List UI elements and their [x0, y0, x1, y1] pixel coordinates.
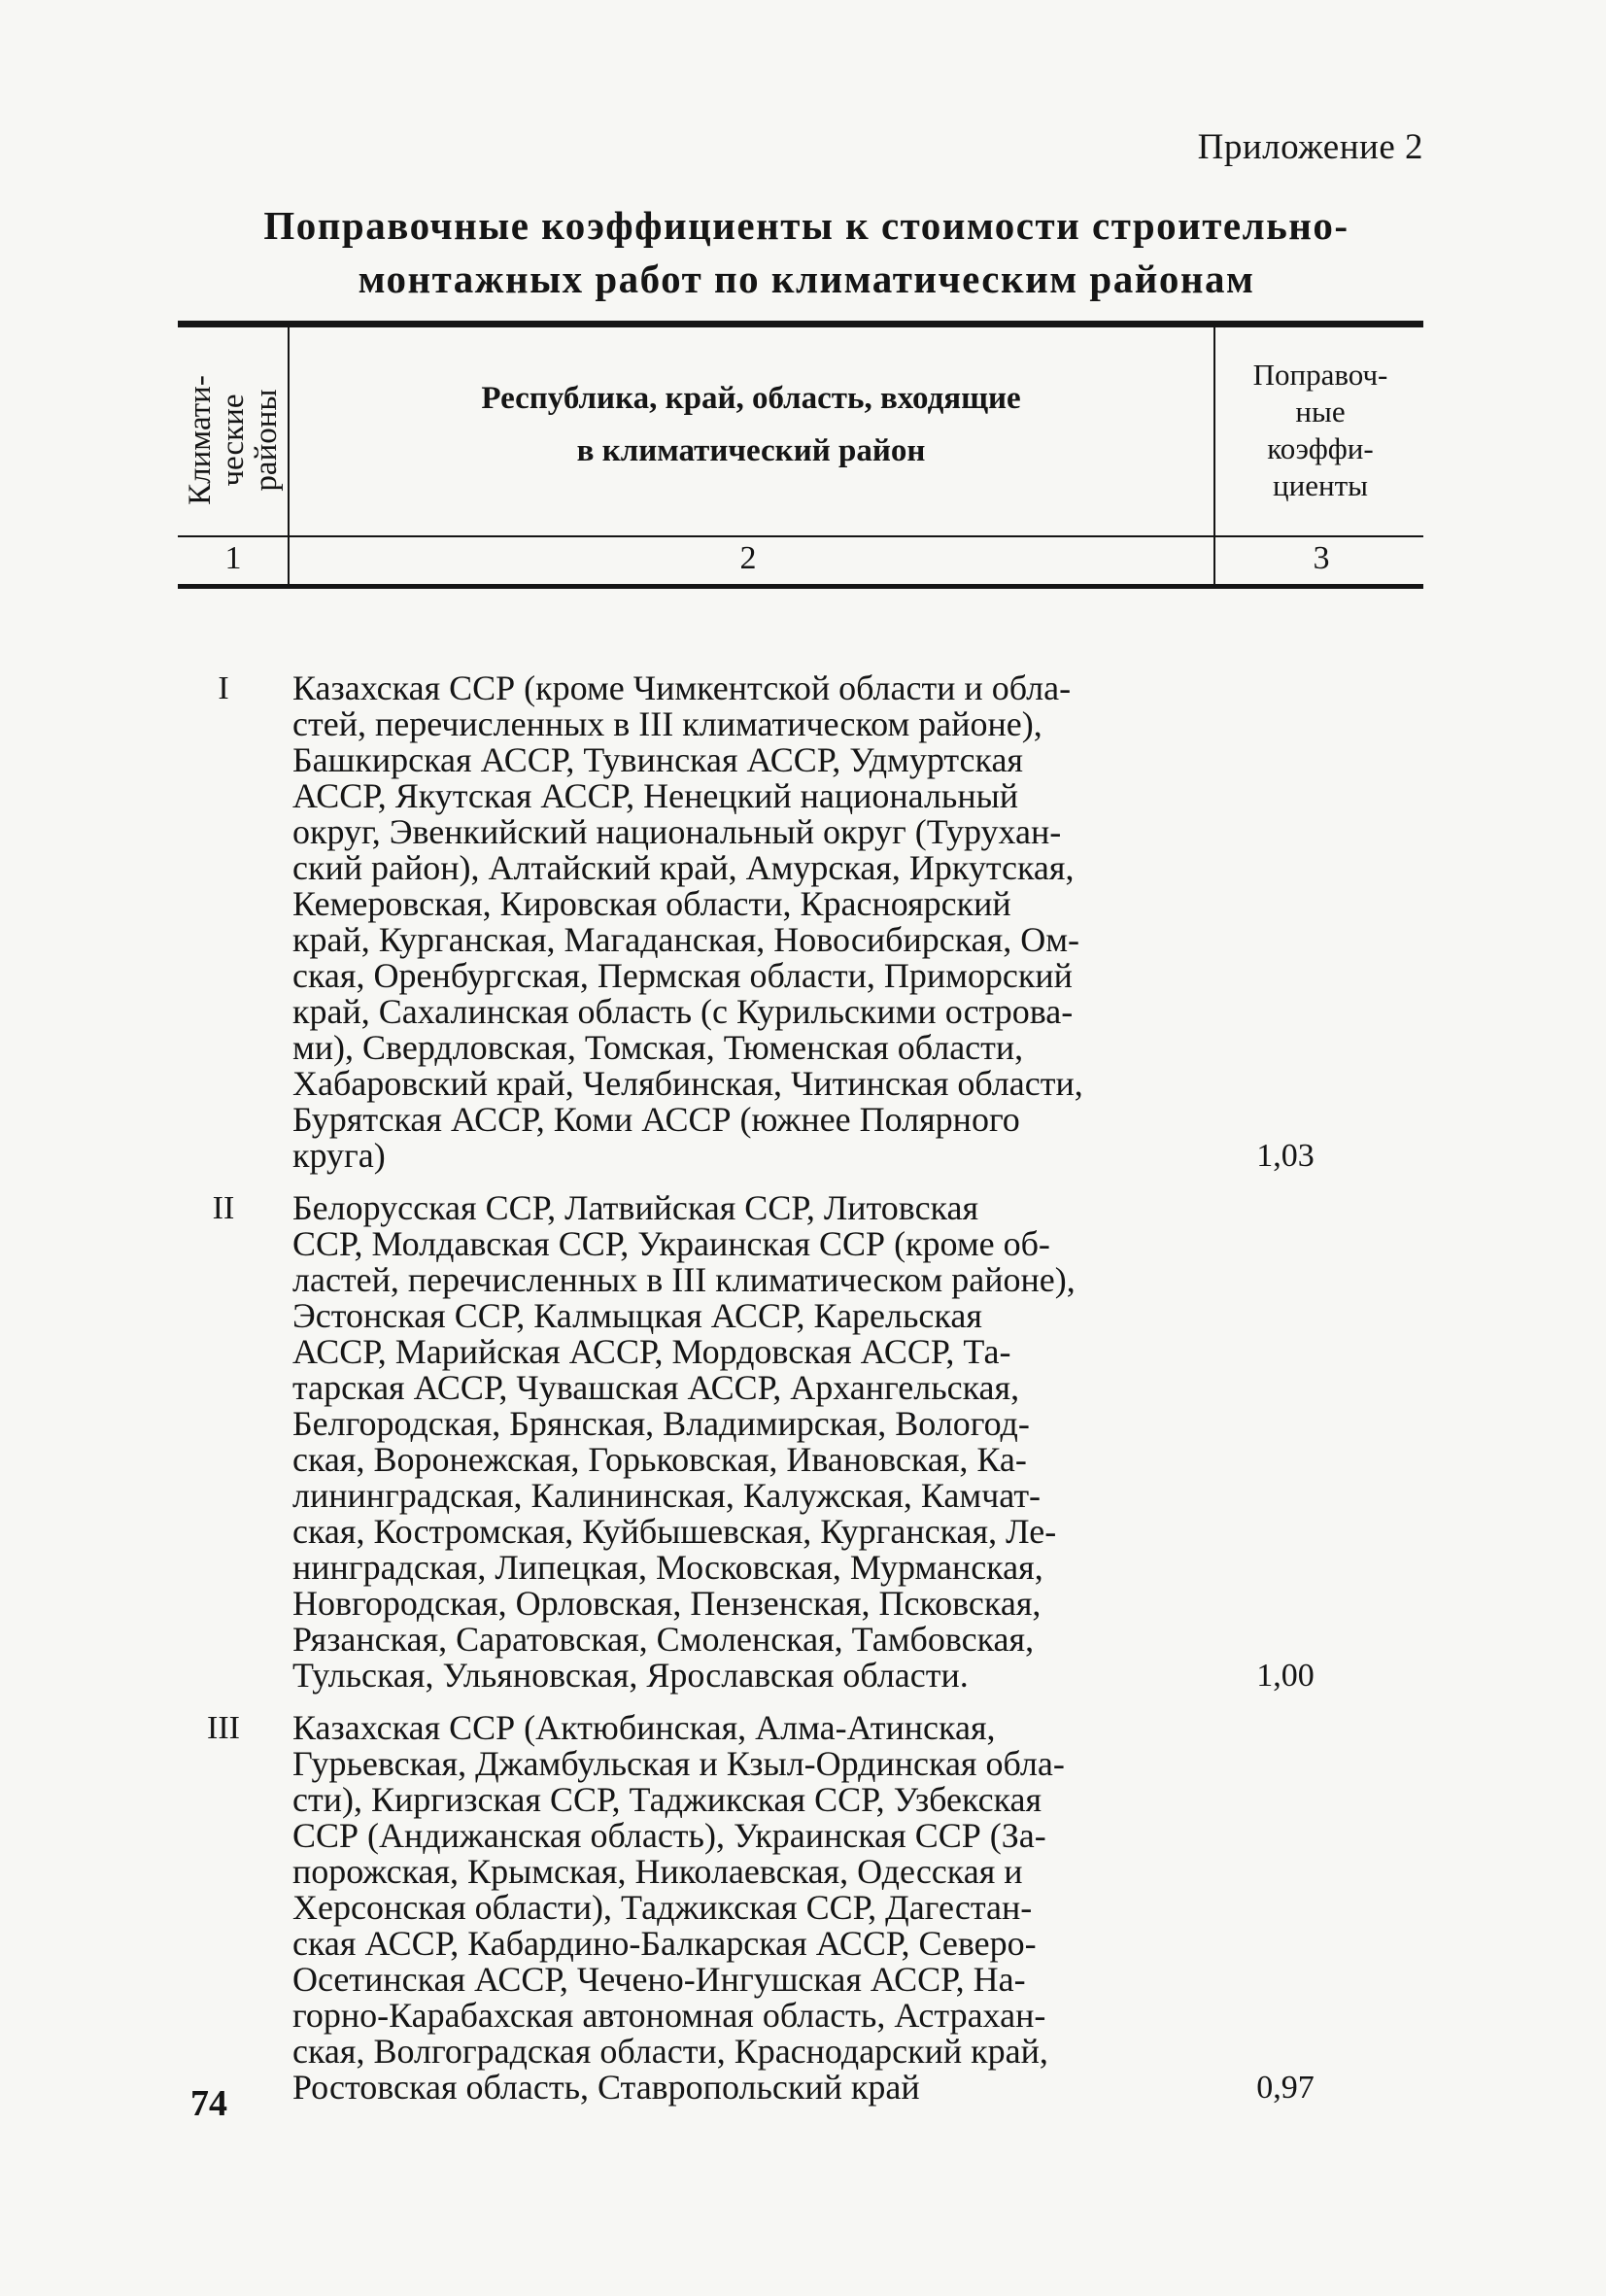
header-region: [291, 372, 1211, 477]
district-number: I: [218, 670, 229, 706]
header-col1-label: Климати- ческие районы: [182, 374, 284, 505]
header-climatic-districts: [167, 350, 298, 530]
district-number: II: [212, 1190, 235, 1226]
table-top-rule: [178, 321, 1423, 327]
district-regions-text: Казахская ССР (Актюбинская, Алма-Атинская, Гурьевская, Джамбульская и Кзыл-Ординская обла- сти), Киргизская ССР, Таджикская ССР, Узбекская ССР (Андижанская область), Украинская ССР (За- порожская, Крымская, Николаевская, Одесская и Херсонская области), Таджикская ССР, Дагестан- ская АССР, Кабардино-Балкарская АССР, Северо- Осетинская АССР, Чечено-Ингушская АССР, На- горно-Карабахская автономная область, Астрахан- ская, Волгоградская области, Краснодарский край, Ростовская область, Ставропольский край: [292, 1708, 1065, 2107]
table-col-divider-2: [1213, 327, 1215, 584]
appendix-label: Приложение 2: [1197, 127, 1423, 167]
district-coefficient: 1,03: [1256, 1138, 1315, 1174]
header-coefficients: Поправоч- ные коэффи- циенты: [1252, 358, 1388, 502]
header-col2-line-2: в климатический район: [576, 433, 926, 468]
district-coefficient: 1,00: [1256, 1658, 1315, 1694]
district-regions-text: Белорусская ССР, Латвийская ССР, Литовская ССР, Молдавская ССР, Украинская ССР (кроме об- ластей, перечисленных в III климатическом районе), Эстонская ССР, Калмыцкая АССР, Карельская АССР, Марийская АССР, Мордовская АССР, Та- тарская АССР, Чувашская АССР, Архангельская, Белгородская, Брянская, Владимирская, Вологод- ская, Воронежская, Горьковская, Ивановская, Ка- лининградская, Калининская, Калужская, Камчат- ская, Костромская, Куйбышевская, Курганская, Ле- нинградская, Липецкая, Московская, Мурманская, Новгородская, Орловская, Пензенская, Псковская, Рязанская, Саратовская, Смоленская, Тамбовская, Тульская, Ульяновская, Ярославская области.: [292, 1188, 1076, 1695]
title-line-2: монтажных работ по климатическим районам: [358, 257, 1255, 301]
page-title: [165, 199, 1448, 306]
table-numbers-rule: [178, 584, 1423, 589]
header-col2-line-1: Республика, край, область, входящие: [481, 381, 1021, 416]
district-number: III: [207, 1710, 240, 1746]
district-regions-text: Казахская ССР (кроме Чимкентской области и обла- стей, перечисленных в III климатическом районе), Башкирская АССР, Тувинская АССР, Удмуртская АССР, Якутская АССР, Ненецкий национальный округ, Эвенкийский национальный округ (Турухан- ский район), Алтайский край, Амурская, Иркутская, Кемеровская, Кировская области, Красноярский край, Курганская, Магаданская, Новосибирская, Ом- ская, Оренбургская, Пермская области, Приморский край, Сахалинская область (с Курильскими острова- ми), Свердловская, Томская, Тюменская области, Хабаровский край, Челябинская, Читинская области, Бурятская АССР, Коми АССР (южнее Полярного круга): [292, 668, 1083, 1175]
page-number: 74: [190, 2083, 227, 2124]
title-line-1: Поправочные коэффициенты к стоимости строительно-: [263, 203, 1350, 248]
district-coefficient: 0,97: [1256, 2070, 1315, 2106]
column-number-2: 2: [739, 540, 757, 576]
column-number-3: 3: [1313, 540, 1330, 576]
table-header-rule: [178, 535, 1423, 537]
column-number-1: 1: [224, 540, 242, 576]
